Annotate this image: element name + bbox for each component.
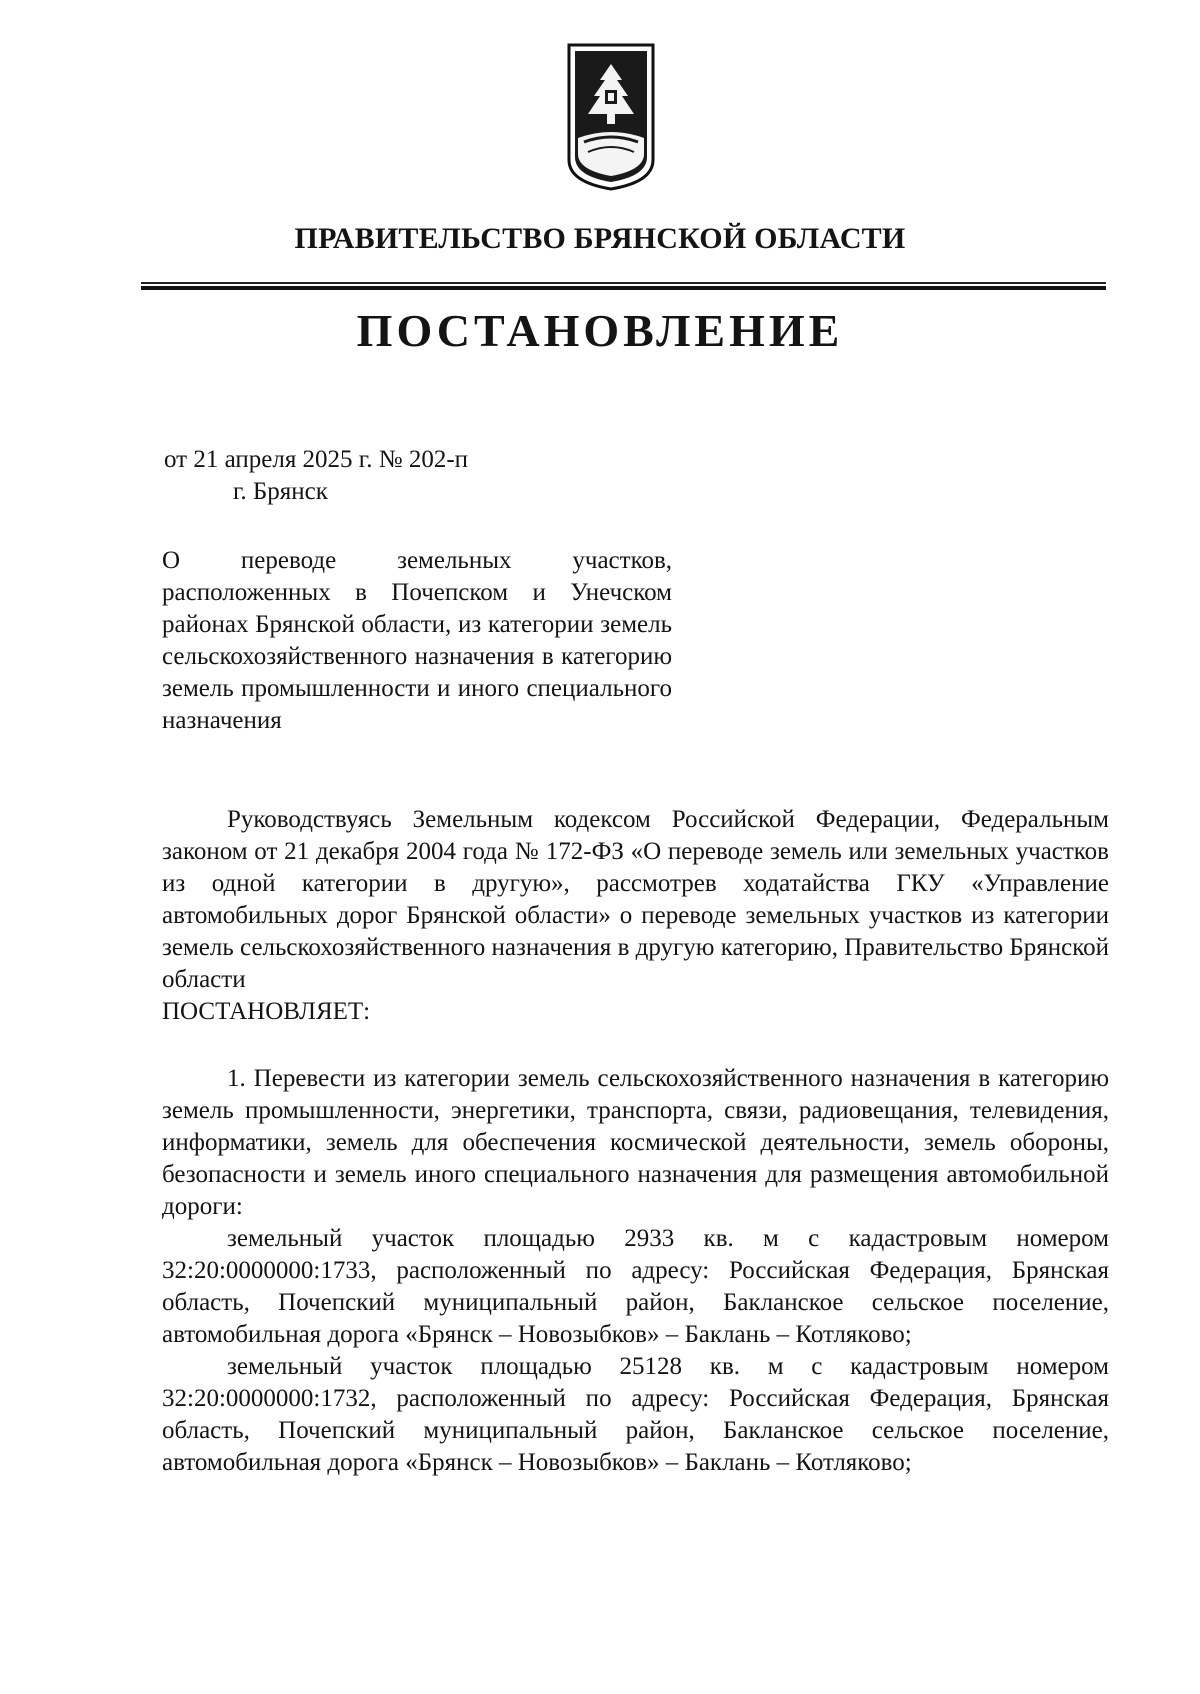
document-date-number: от 21 апреля 2025 г. № 202-п: [164, 446, 469, 473]
decree-item: 1. Перевести из категории земель сельскохозяйственного назначения в категорию земель промышленности, энергетики, транспорта, связи, радиовещания, телевидения, информатики, земель для обеспечения космической деятельности, земель обороны, безопасности и земель иного специального назначения для размещения автомобильной дороги:: [162, 1065, 1109, 1220]
header-divider-thick: [141, 286, 1106, 290]
document-city: г. Брянск: [233, 478, 328, 505]
bryansk-coat-of-arms-icon: [566, 42, 656, 192]
organization-title: ПРАВИТЕЛЬСТВО БРЯНСКОЙ ОБЛАСТИ: [294, 222, 906, 255]
preamble-section: [162, 804, 1109, 1028]
preamble-paragraph: Руководствуясь Земельным кодексом Российской Федерации, Федеральным законом от 21 декабря 2004 года № 172-ФЗ «О переводе земель или земельных участков из одной категории в другую», рассмотрев ходатайства ГКУ «Управление автомобильных дорог Брянской области» о переводе земельных участков из категории земель сельскохозяйственного назначения в другую категорию, Правительство Брянской области: [162, 806, 1109, 993]
decree-word: ПОСТАНОВЛЯЕТ:: [162, 998, 371, 1025]
land-plot-item: земельный участок площадью 2933 кв. м с кадастровым номером 32:20:0000000:1733, расположенный по адресу: Российская Федерация, Брянская область, Почепский муниципальный район, Бакланское сельское поселение, автомобильная дорога «Брянск – Новозыбков» – Баклань – Котляково;: [162, 1225, 1109, 1348]
decree-items: [162, 1063, 1109, 1479]
document-type-title: ПОСТАНОВЛЕНИЕ: [356, 305, 844, 356]
document-subject: О переводе земельных участков, расположенных в Почепском и Унечском районах Брянской области, из категории земель сельскохозяйственного назначения в категорию земель промышленности и иного специального назначения: [162, 547, 672, 734]
land-plot-item: земельный участок площадью 25128 кв. м с кадастровым номером 32:20:0000000:1732, расположенный по адресу: Российская Федерация, Брянская область, Почепский муниципальный район, Бакланское сельское поселение, автомобильная дорога «Брянск – Новозыбков» – Баклань – Котляково;: [162, 1353, 1109, 1476]
header-divider-thin: [141, 282, 1106, 284]
